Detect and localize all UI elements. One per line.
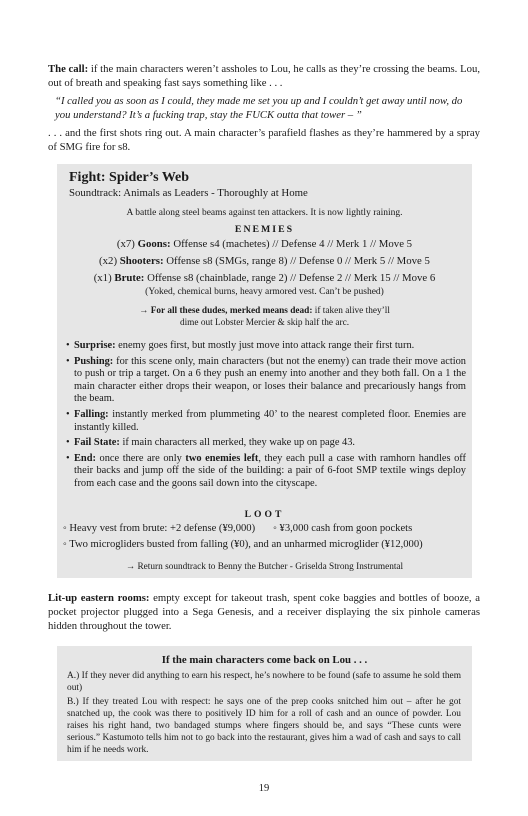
rule-lead: Pushing: <box>74 355 114 367</box>
call-paragraph <box>48 62 480 90</box>
enemy-count: (x2) <box>99 255 118 267</box>
bullet-icon: • <box>66 437 70 449</box>
enemy-count: (x7) <box>116 238 135 250</box>
loot-item-vest: ◦ Heavy vest from brute: +2 defense (¥9,000) <box>63 523 256 534</box>
enemy-stats: Offense s8 (chainblade, range 2) // Defense 2 // Merk 15 // Move 6 <box>147 272 436 284</box>
rooms-paragraph <box>48 591 480 633</box>
enemy-name: Brute: <box>114 272 145 284</box>
rule-lead: Fail State: <box>74 437 120 449</box>
merked-note-line1: if taken alive they’ll <box>314 306 390 316</box>
loot-item-cash: ◦ ¥3,000 cash from goon pockets <box>273 523 413 534</box>
fight-description: A battle along steel beams against ten attackers. It is now lightly raining. <box>126 208 403 218</box>
enemies-heading: ENEMIES <box>234 224 295 235</box>
rule-falling <box>66 409 466 434</box>
enemy-stats: Offense s8 (SMGs, range 8) // Defense 0 // Merk 5 // Move 5 <box>166 255 430 267</box>
call-lead: The call: <box>48 63 89 75</box>
brute-note: (Yoked, chemical burns, heavy armored vest. Can’t be pushed) <box>145 287 384 297</box>
rule-lead: End: <box>74 452 96 464</box>
fight-box <box>57 164 472 578</box>
rule-lead: Falling: <box>74 408 109 420</box>
rule-text: once there are only <box>95 452 186 464</box>
rule-text: , they each pull a case with ramhorn handles off their backs and jump off the side of the building: a pair of 6-foot SMP textile wings deploy from each case and the goons sail down into the cityscape. <box>74 452 466 489</box>
rooms-text: empty except for takeout trash, spent coke baggies and bottles of booze, a pocket projector plugged into a Sega Genesis, and a receiver displaying the six pinhole cameras hidden throughout the tower. <box>48 592 480 632</box>
bullet-icon: • <box>66 452 70 464</box>
enemy-row-brute <box>57 272 472 284</box>
loot-item-microgliders: ◦ Two microgliders busted from falling (¥0), and an unharmed microglider (¥12,000) <box>63 539 423 550</box>
rule-lead: Surprise: <box>74 340 116 351</box>
rule-pushing <box>66 356 466 406</box>
call-text: if the main characters weren’t assholes to Lou, he calls as they’re crossing the beams. Lou, out of breath and speaking fast says something like . . . <box>48 63 480 89</box>
rule-text: for this scene only, main characters (but not the enemy) can trade their move action to push or trip a target. On a 6 they push an enemy into another and they both fall. On a 1 the main character either drops their weapon, or loses their balance and precariously hangs from the beam. <box>74 355 466 405</box>
lou-option-a: A.) If they never did anything to earn his respect, he’s nowhere to be found (safe to assume he sold them out) <box>67 671 461 694</box>
enemy-count: (x1) <box>93 272 112 284</box>
lou-box <box>57 646 472 761</box>
rule-text: enemy goes first, but mostly just move into attack range their first turn. <box>115 340 415 351</box>
rule-surprise <box>66 340 466 353</box>
merked-note-bold: For all these dudes, merked means dead: <box>150 306 313 316</box>
rule-emphasis: two enemies left <box>185 452 259 464</box>
enemy-row-shooters <box>57 255 472 267</box>
bullet-icon: • <box>66 355 70 367</box>
arrow-icon: → <box>139 306 149 316</box>
enemy-name: Goons: <box>137 238 171 250</box>
rule-fail-state <box>66 437 466 450</box>
enemy-stats: Offense s4 (machetes) // Defense 4 // Merk 1 // Move 5 <box>173 238 413 250</box>
merked-note <box>57 305 472 329</box>
shots-paragraph: . . . and the first shots ring out. A main character’s parafield flashes as they’re hammered by a spray of SMG fire for s8. <box>48 127 480 153</box>
loot-row <box>63 523 412 534</box>
rule-text: instantly merked from plummeting 40’ to the nearest completed floor. Enemies are instantly killed. <box>74 408 466 433</box>
lou-quote: “I called you as soon as I could, they made me set you up and I couldn’t get away until now, do you understand? It’s a fucking trap, stay the FUCK outta that tower – ” <box>55 95 463 121</box>
bullet-icon: • <box>66 408 70 420</box>
merked-note-line2: dime out Lobster Mercier & skip half the arc. <box>179 318 350 328</box>
fight-soundtrack: Soundtrack: Animals as Leaders - Thoroughly at Home <box>69 187 308 199</box>
rule-text: if main characters all merked, they wake up on page 43. <box>119 437 356 449</box>
bullet-icon: • <box>66 340 70 351</box>
return-soundtrack: → Return soundtrack to Benny the Butcher - Griselda Strong Instrumental <box>125 562 404 572</box>
loot-heading: LOOT <box>244 509 285 520</box>
rule-end <box>66 453 466 491</box>
fight-title: Fight: Spider’s Web <box>69 170 190 185</box>
enemy-name: Shooters: <box>119 255 164 267</box>
page-number: 19 <box>258 783 270 794</box>
rooms-lead: Lit-up eastern rooms: <box>48 592 150 604</box>
lou-option-b: B.) If they treated Lou with respect: he says one of the prep cooks snitched him out – after he got snatched up, the cook was there to positively ID him for a roll of cash and an ounce of powder. Lou raises his right hand, two bandaged stumps where fingers should be, and says “These cunts were serious.” Kastumoto tells him not to go back into the restaurant, gives him a wad of cash and says to call him if he needs work. <box>67 697 461 756</box>
lou-box-heading: If the main characters come back on Lou . . . <box>161 654 368 666</box>
enemy-row-goons <box>57 238 472 250</box>
fight-rules-list <box>66 340 466 494</box>
